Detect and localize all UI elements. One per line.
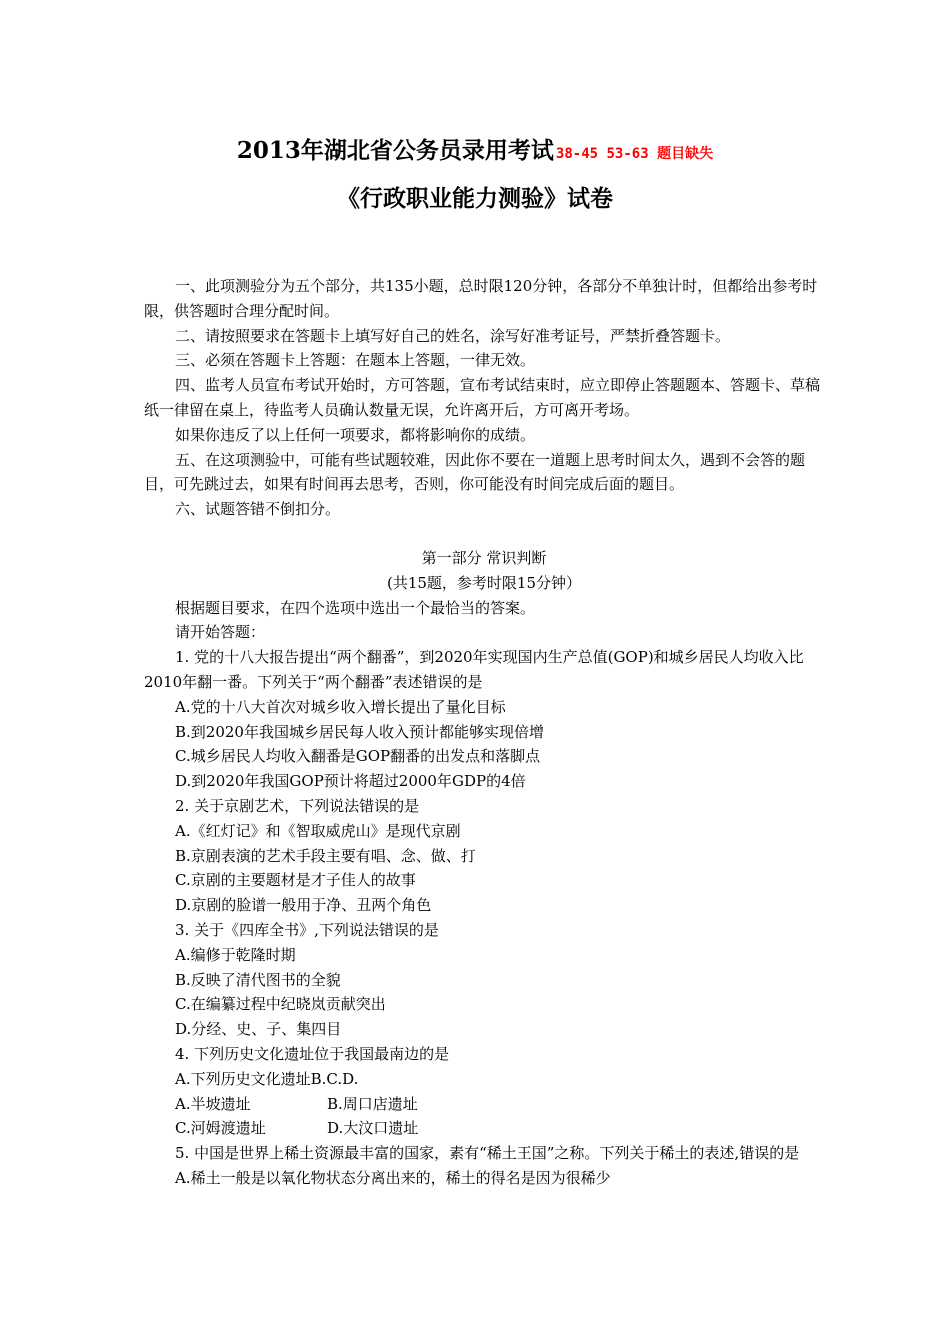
missing-questions-note: 38-45 53-63 题目缺失 <box>555 146 714 162</box>
question-1-option-b: B.到2020年我国城乡居民每人收入预计都能够实现倍增 <box>175 722 544 741</box>
question-4-options-row-2 <box>144 1116 824 1141</box>
instruction-1: 一、此项测验分为五个部分，共135小题，总时限120分钟，各部分不单独计时，但都给出参考时限，供答题时合理分配时间。 <box>144 277 818 320</box>
instruction-warning: 如果你违反了以上任何一项要求，都将影响你的成绩。 <box>175 425 536 444</box>
question-3-stem: 3. 关于《四库全书》,下列说法错误的是 <box>175 920 439 939</box>
instruction-2: 二、请按照要求在答题卡上填写好自己的姓名，涂写好准考证号，严禁折叠答题卡。 <box>175 326 731 345</box>
instruction-5: 五、在这项测验中，可能有些试题较难，因此你不要在一道题上思考时间太久，遇到不会答的题目，可先跳过去，如果有时间再去思考，否则，你可能没有时间完成后面的题目。 <box>144 450 806 494</box>
question-5-stem: 5. 中国是世界上稀土资源最丰富的国家，素有“稀土王国”之称。下列关于稀土的表述,错误的是 <box>175 1144 800 1163</box>
question-4-extra-line: A.下列历史文化遗址B.C.D. <box>175 1069 359 1088</box>
question-2-option-b: B.京剧表演的艺术手段主要有唱、念、做、打 <box>175 846 476 865</box>
question-1-stem: 1. 党的十八大报告提出“两个翻番”，到2020年实现国内生产总值(GOP)和城乡居民人均收入比2010年翻一番。下列关于“两个翻番”表述错误的是 <box>144 648 804 691</box>
section-title: 第一部分 常识判断 <box>421 548 547 567</box>
question-2-option-c: C.京剧的主要题材是才子佳人的故事 <box>175 871 416 890</box>
question-3-option-b: B.反映了清代图书的全貌 <box>175 970 341 989</box>
question-4-stem: 4. 下列历史文化遗址位于我国最南边的是 <box>175 1044 450 1063</box>
question-2-stem: 2. 关于京剧艺术，下列说法错误的是 <box>175 796 420 815</box>
question-3-option-a: A.编修于乾隆时期 <box>175 945 296 964</box>
title-main: 2013年湖北省公务员录用考试 <box>236 137 554 164</box>
instruction-4: 四、监考人员宣布考试开始时，方可答题，宣布考试结束时，应立即停止答题题本、答题卡、草稿纸一律留在桌上，待监考人员确认数量无误，允许离开后，方可离开考场。 <box>144 376 821 419</box>
section-start: 请开始答题： <box>175 623 266 642</box>
instruction-6: 六、试题答错不倒扣分。 <box>175 500 341 519</box>
instruction-3: 三、必须在答题卡上答题：在题本上答题，一律无效。 <box>175 351 536 370</box>
question-1-option-c: C.城乡居民人均收入翻番是GOP翻番的出发点和落脚点 <box>175 747 541 766</box>
document-body <box>144 274 824 1191</box>
question-3-option-c: C.在编纂过程中纪晓岚贡献突出 <box>175 995 386 1014</box>
question-4-options-row-1 <box>144 1092 824 1117</box>
section-directions: 根据题目要求，在四个选项中选出一个最恰当的答案。 <box>175 598 536 617</box>
section-subtitle: (共15题，参考时限15分钟） <box>386 573 582 592</box>
question-4-option-c: C.河姆渡遗址 <box>175 1119 266 1138</box>
question-2-option-a: A.《红灯记》和《智取威虎山》是现代京剧 <box>175 821 461 840</box>
document-title <box>0 136 950 169</box>
question-5-option-a: A.稀土一般是以氧化物状态分离出来的，稀土的得名是因为很稀少 <box>175 1168 611 1187</box>
question-4-option-b: B.周口店遗址 <box>327 1094 418 1113</box>
question-3-option-d: D.分经、史、子、集四目 <box>175 1020 342 1039</box>
question-1-option-d: D.到2020年我国GOP预计将超过2000年GDP的4倍 <box>175 772 526 791</box>
question-2-option-d: D.京剧的脸谱一般用于净、丑两个角色 <box>175 896 432 915</box>
document-subtitle: 《行政职业能力测验》试卷 <box>337 185 613 212</box>
question-1-option-a: A.党的十八大首次对城乡收入增长提出了量化目标 <box>175 697 506 716</box>
question-4-option-a: A.半坡遗址 <box>175 1094 251 1113</box>
question-4-option-d: D.大汶口遗址 <box>327 1119 419 1138</box>
